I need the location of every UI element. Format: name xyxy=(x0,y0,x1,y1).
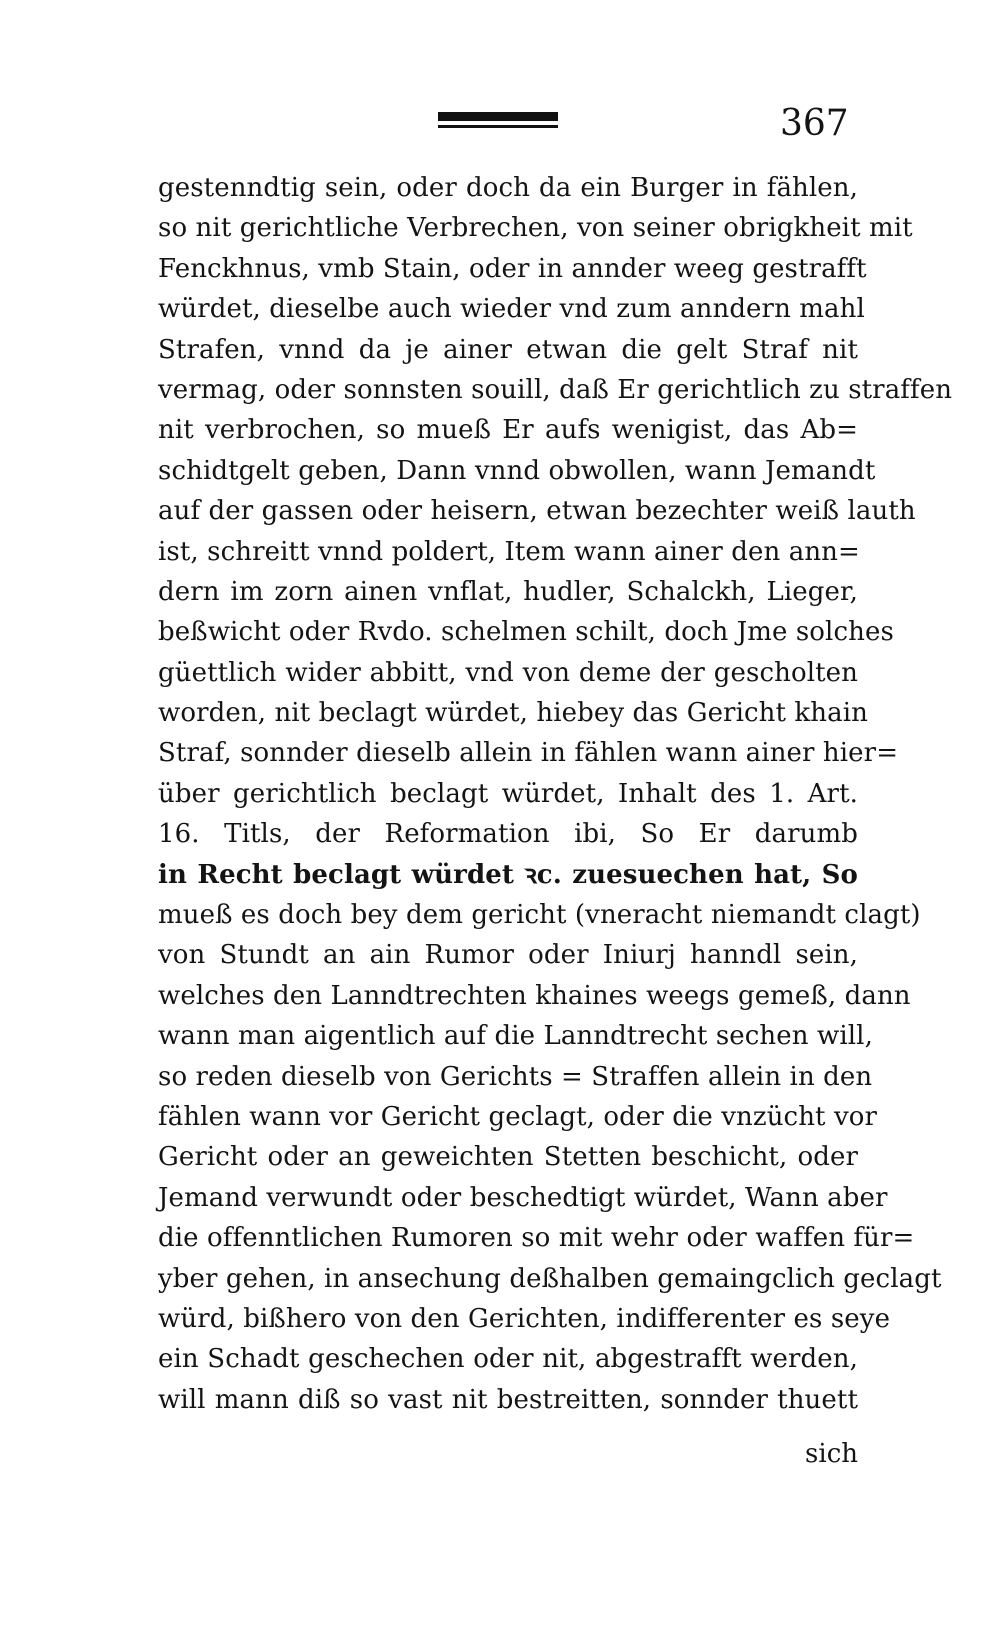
text-line: würd, bißhero von den Gerichten, indifferenter es seye xyxy=(158,1303,891,1334)
text-line: wann man aigentlich auf die Lanndtrecht sechen will, xyxy=(158,1021,873,1052)
text-line: 16. Titls, der Reformation ibi, So Er darumb xyxy=(158,819,858,850)
text-line: fählen wann vor Gericht geclagt, oder die vnzücht vor xyxy=(158,1101,878,1132)
catchword: sich xyxy=(805,1439,858,1469)
text-line: Fenckhnus, vmb Stain, oder in annder weeg gestrafft xyxy=(158,253,867,284)
text-line: güettlich wider abbitt, vnd von deme der gescholten xyxy=(158,657,858,688)
header-rule-thin xyxy=(438,125,558,128)
text-line: worden, nit beclagt würdet, hiebey das Gericht khain xyxy=(158,698,868,729)
text-line: gestenndtig sein, oder doch da ein Burger in fählen, xyxy=(158,173,858,203)
text-line: mueß es doch bey dem gericht (vneracht niemandt clagt) xyxy=(158,900,921,931)
text-line: von Stundt an ain Rumor oder Iniurj hanndl sein, xyxy=(158,940,858,971)
text-line: würdet, dieselbe auch wieder vnd zum anndern mahl xyxy=(158,294,865,325)
text-line: Straf, sonnder dieselb allein in fählen wann ainer hier= xyxy=(158,738,899,769)
text-line: Strafen, vnnd da je ainer etwan die gelt Straf nit xyxy=(158,334,858,365)
page-number: 367 xyxy=(780,103,849,144)
text-line: die offenntlichen Rumoren so mit wehr oder waffen für= xyxy=(158,1223,915,1254)
text-line: schidtgelt geben, Dann vnnd obwollen, wann Jemandt xyxy=(158,455,876,486)
text-line: ein Schadt geschechen oder nit, abgestrafft werden, xyxy=(158,1344,858,1375)
text-line: nit verbrochen, so mueß Er aufs wenigist, das Ab= xyxy=(158,415,858,446)
text-line: über gerichtlich beclagt würdet, Inhalt des 1. Art. xyxy=(158,778,858,809)
text-line: welches den Lanndtrechten khaines weegs gemeß, dann xyxy=(158,980,911,1011)
header-rule xyxy=(438,112,558,134)
text-line: auf der gassen oder heisern, etwan bezechter weiß lauth xyxy=(158,496,916,527)
text-line: yber gehen, in ansechung deßhalben gemaingclich geclagt xyxy=(158,1263,942,1294)
text-line: so reden dieselb von Gerichts = Straffen allein in den xyxy=(158,1061,873,1092)
text-line: ist, schreitt vnnd poldert, Item wann ainer den ann= xyxy=(158,536,860,567)
text-line: in Recht beclagt würdet ꝛc. zuesuechen hat, So xyxy=(158,859,858,890)
text-line: vermag, oder sonnsten souill, daß Er gerichtlich zu straffen xyxy=(158,374,953,405)
text-line: so nit gerichtliche Verbrechen, von seiner obrigkheit mit xyxy=(158,213,913,244)
body-text xyxy=(158,168,953,1420)
header-rule-thick xyxy=(438,112,558,121)
text-line: dern im zorn ainen vnflat, hudler, Schalckh, Lieger, xyxy=(158,576,858,607)
text-line: Gericht oder an geweichten Stetten beschicht, oder xyxy=(158,1142,858,1173)
text-line: Jemand verwundt oder beschedtigt würdet, Wann aber xyxy=(158,1182,888,1213)
text-line: beßwicht oder Rvdo. schelmen schilt, doch Jme solches xyxy=(158,617,894,648)
text-line: will mann diß so vast nit bestreitten, sonnder thuett xyxy=(158,1384,858,1415)
